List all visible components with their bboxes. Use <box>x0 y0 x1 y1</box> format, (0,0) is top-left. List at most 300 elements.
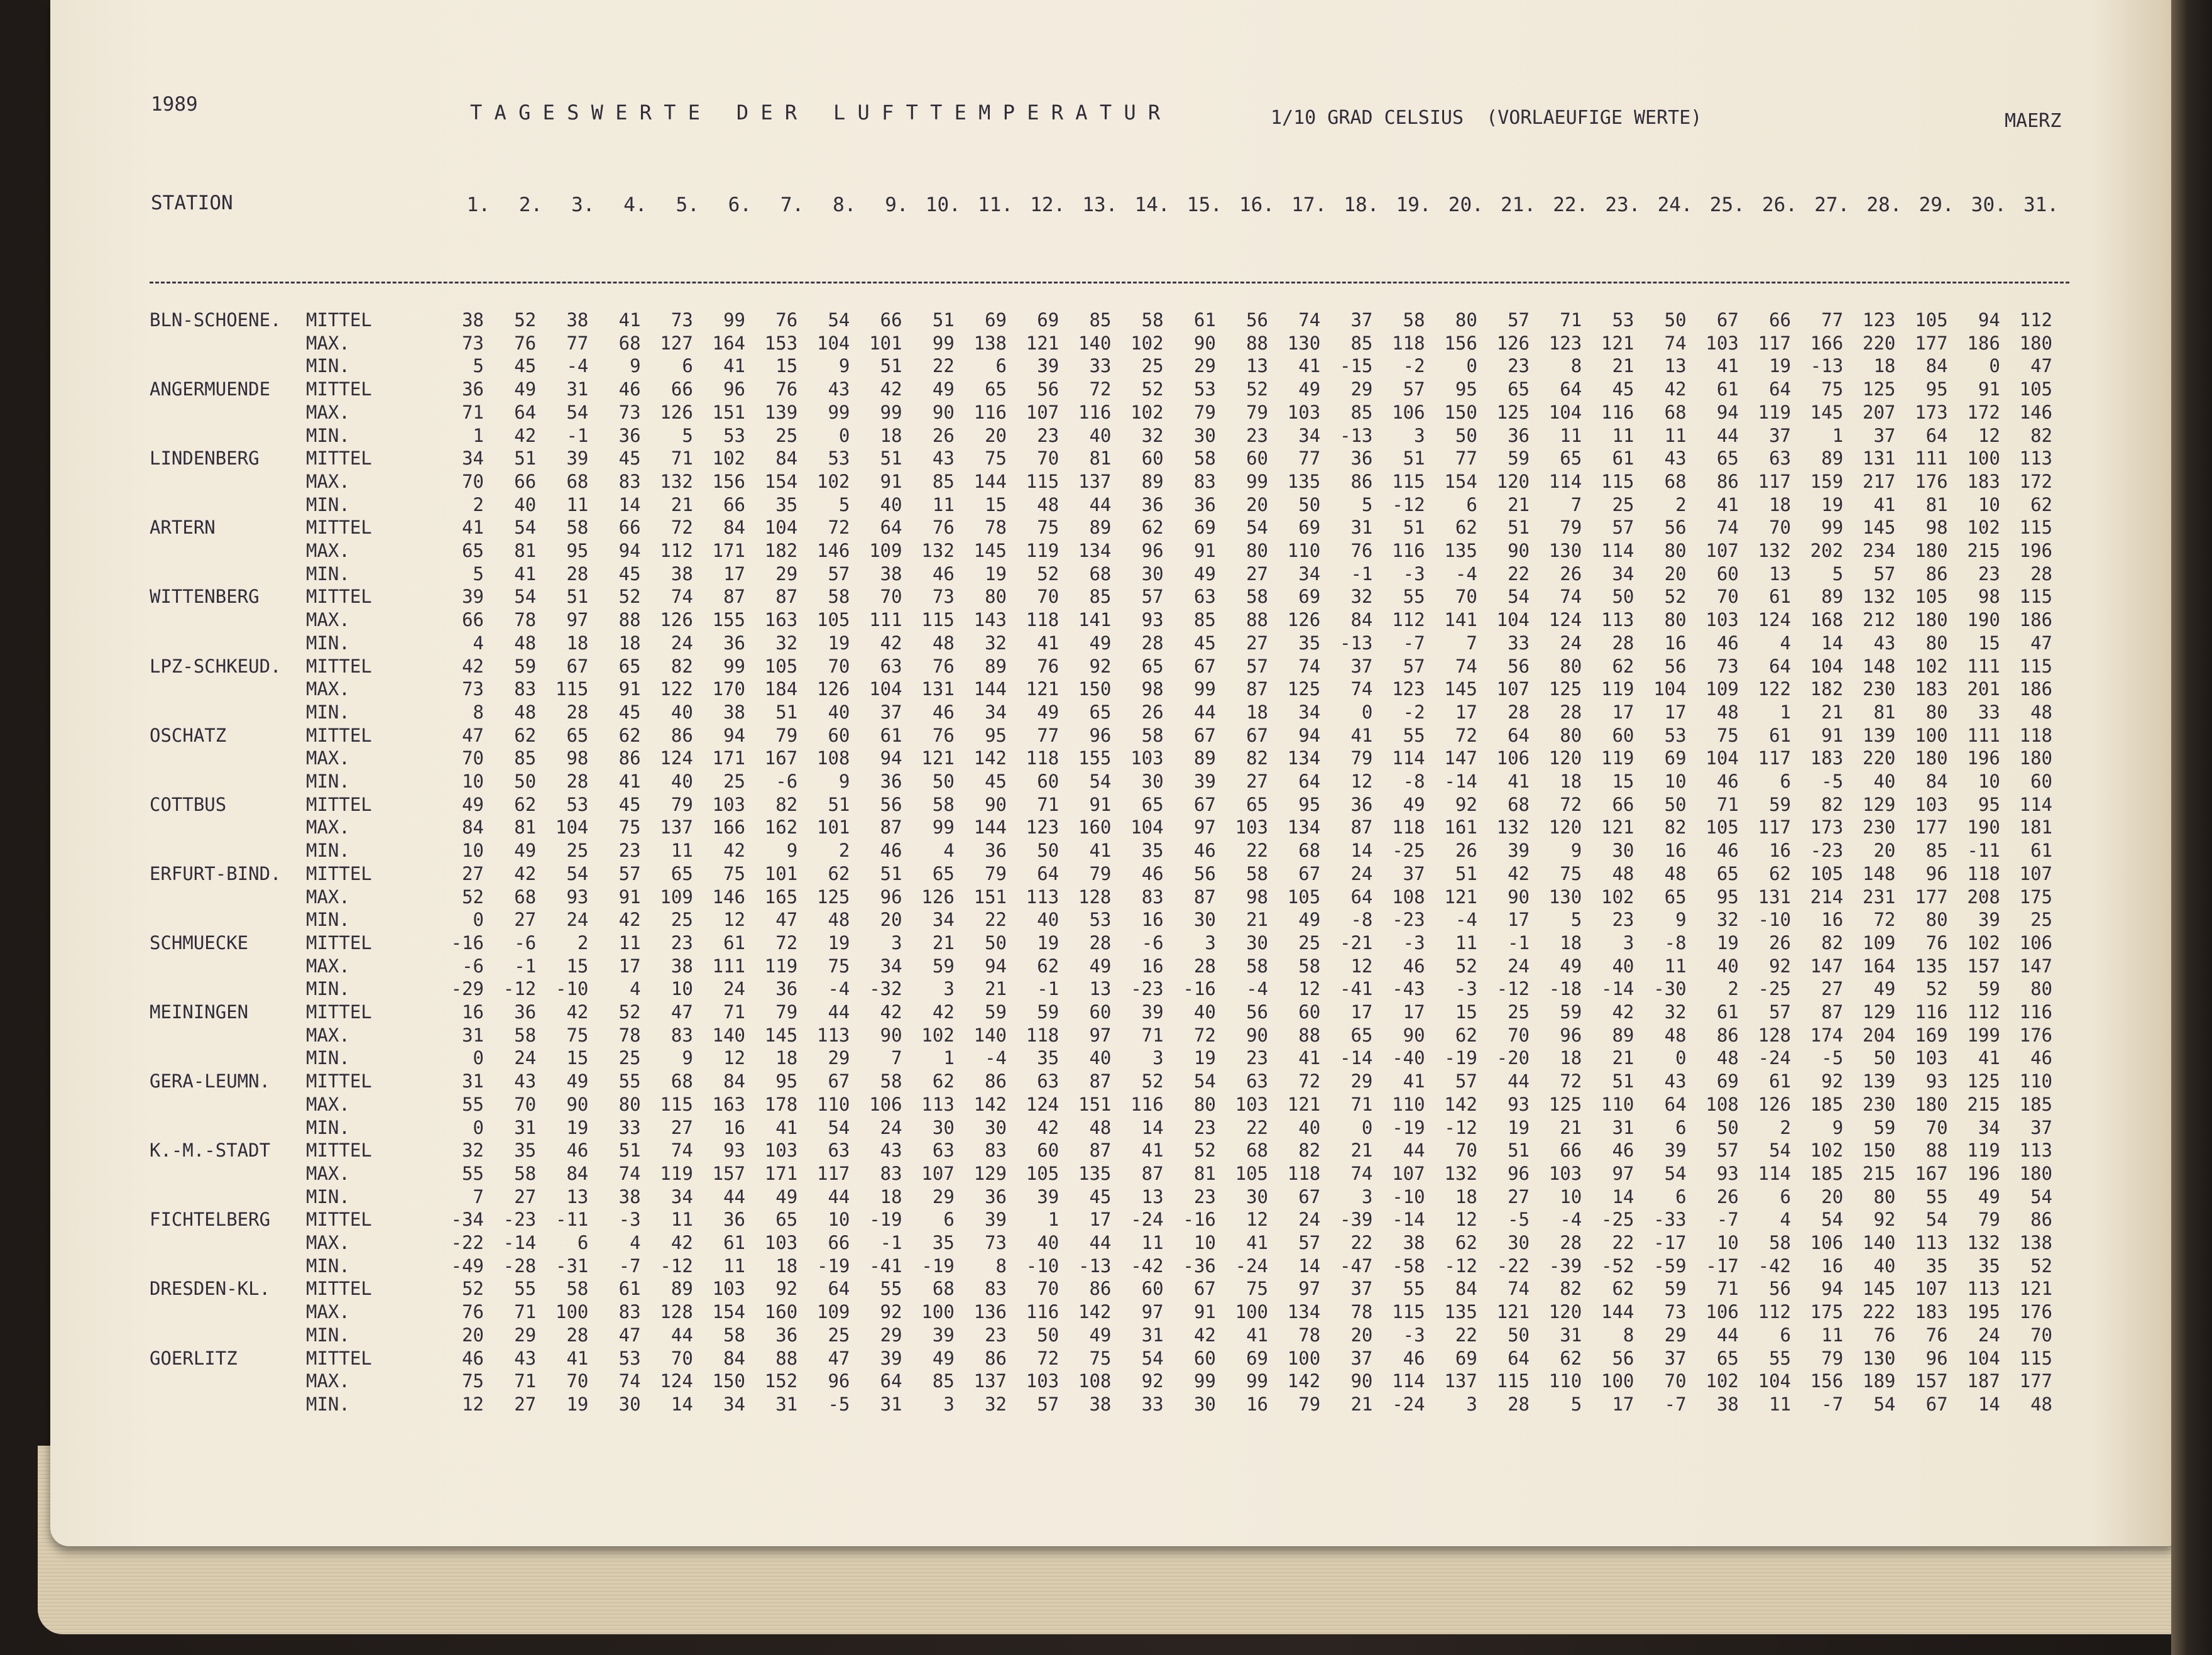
table-cell: 102 <box>1131 332 1164 354</box>
table-cell: 103 <box>764 1140 798 1162</box>
table-cell: 74 <box>1298 309 1321 331</box>
table-cell: 98 <box>1925 517 1948 539</box>
table-cell: 43 <box>880 1140 902 1162</box>
table-cell: 38 <box>1089 1393 1112 1415</box>
table-cell: 108 <box>1392 886 1425 908</box>
table-cell: 65 <box>671 862 693 884</box>
table-cell: 29 <box>1350 1070 1373 1092</box>
table-cell: 62 <box>1769 862 1791 884</box>
table-cell: 87 <box>1141 1162 1164 1184</box>
table-cell: 48 <box>828 909 850 931</box>
table-cell: -33 <box>1653 1209 1687 1231</box>
table-cell: 87 <box>723 586 745 608</box>
table-cell: 112 <box>1967 1001 2000 1023</box>
table-cell: 3 <box>1205 932 1216 954</box>
table-cell: -6 <box>462 955 484 977</box>
table-cell: 103 <box>1706 609 1739 631</box>
table-cell: 119 <box>660 1162 693 1184</box>
table-cell: 115 <box>660 1093 693 1115</box>
table-cell: 41 <box>1716 493 1739 515</box>
table-cell: 180 <box>1915 609 1948 631</box>
table-cell: 69 <box>1298 517 1321 539</box>
table-cell: 40 <box>1193 1001 1216 1023</box>
table-cell: 23 <box>671 932 693 954</box>
table-cell: 67 <box>1298 1185 1321 1207</box>
table-cell: 12 <box>1350 771 1373 792</box>
table-cell: 19 <box>1821 493 1844 515</box>
table-cell: 42 <box>514 862 537 884</box>
table-cell: 87 <box>775 586 798 608</box>
table-cell: 38 <box>462 309 484 331</box>
header-rule <box>150 282 2069 283</box>
table-cell: 114 <box>1758 1162 1791 1184</box>
table-cell: -6 <box>514 932 537 954</box>
table-cell: 41 <box>1350 724 1373 746</box>
table-cell: -7 <box>1664 1393 1687 1415</box>
measure-label: MITTEL <box>306 932 372 954</box>
table-cell: 45 <box>618 563 641 585</box>
table-cell: 27 <box>462 862 484 884</box>
table-cell: 82 <box>1560 1278 1582 1300</box>
table-cell: 17 <box>1612 701 1634 723</box>
table-cell: 111 <box>1915 448 1948 470</box>
table-cell: 20 <box>985 424 1007 446</box>
table-cell: -58 <box>1392 1255 1425 1277</box>
table-cell: 118 <box>2019 724 2052 746</box>
table-cell: -1 <box>880 1232 902 1253</box>
table-cell: 183 <box>1810 747 1844 769</box>
table-cell: 6 <box>943 1209 955 1231</box>
table-cell: 17 <box>723 563 745 585</box>
table-cell: 61 <box>723 1232 745 1253</box>
table-cell: 39 <box>1978 909 2000 931</box>
table-cell: 58 <box>1246 862 1268 884</box>
table-cell: 54 <box>1141 1347 1164 1369</box>
table-cell: 49 <box>1037 701 1059 723</box>
table-cell: 65 <box>1508 378 1530 400</box>
table-cell: 186 <box>1967 332 2000 354</box>
table-cell: 117 <box>817 1162 850 1184</box>
table-cell: 94 <box>880 747 902 769</box>
table-cell: 86 <box>618 747 641 769</box>
table-cell: 58 <box>1246 955 1268 977</box>
table-cell: 116 <box>1392 540 1425 561</box>
table-cell: 105 <box>1026 1162 1059 1184</box>
table-cell: 84 <box>1350 609 1373 631</box>
station-name: ANGERMUENDE <box>150 378 271 400</box>
table-cell: 172 <box>1967 401 2000 423</box>
table-cell: 103 <box>1915 1047 1948 1069</box>
table-cell: 88 <box>618 609 641 631</box>
table-cell: 126 <box>1758 1093 1791 1115</box>
table-cell: 87 <box>1350 817 1373 838</box>
table-cell: 74 <box>1455 655 1477 677</box>
table-cell: 2 <box>1675 493 1687 515</box>
measure-label: MITTEL <box>306 1140 372 1162</box>
table-cell: 27 <box>1246 632 1268 654</box>
table-cell: 118 <box>1287 1162 1321 1184</box>
table-cell: 38 <box>1716 1393 1739 1415</box>
table-cell: 95 <box>1978 793 2000 815</box>
table-cell: 42 <box>462 655 484 677</box>
table-cell: 52 <box>1455 955 1477 977</box>
table-cell: 39 <box>462 586 484 608</box>
table-cell: 32 <box>985 1393 1007 1415</box>
table-cell: 144 <box>1601 1301 1634 1323</box>
day-header-17: 17. <box>1291 194 1327 216</box>
table-cell: 79 <box>1246 401 1268 423</box>
table-cell: 81 <box>1873 701 1896 723</box>
table-cell: 58 <box>1141 309 1164 331</box>
table-cell: 220 <box>1863 747 1896 769</box>
table-cell: 30 <box>1246 1185 1268 1207</box>
table-cell: 45 <box>618 793 641 815</box>
table-cell: 22 <box>985 909 1007 931</box>
table-cell: 115 <box>1496 1370 1530 1392</box>
table-cell: 34 <box>1298 563 1321 585</box>
table-cell: 62 <box>1560 1347 1582 1369</box>
table-cell: 117 <box>1758 332 1791 354</box>
table-cell: 33 <box>1508 632 1530 654</box>
table-cell: 18 <box>1560 1047 1582 1069</box>
table-cell: 18 <box>1560 771 1582 792</box>
table-cell: 54 <box>1769 1140 1791 1162</box>
table-cell: 69 <box>1193 517 1216 539</box>
table-cell: 129 <box>973 1162 1007 1184</box>
table-cell: -19 <box>1444 1047 1477 1069</box>
table-cell: 53 <box>1089 909 1112 931</box>
table-cell: 123 <box>1026 817 1059 838</box>
table-cell: 103 <box>1235 1093 1268 1115</box>
measure-label: MAX. <box>306 470 350 492</box>
table-cell: 91 <box>1821 724 1844 746</box>
day-header-2: 2. <box>518 194 543 216</box>
table-cell: 120 <box>1548 1301 1582 1323</box>
table-cell: 38 <box>566 309 589 331</box>
table-cell: 119 <box>1601 678 1634 700</box>
table-cell: 70 <box>1037 1278 1059 1300</box>
table-cell: 50 <box>1873 1047 1896 1069</box>
table-cell: -22 <box>451 1232 484 1253</box>
table-cell: 14 <box>1978 1393 2000 1415</box>
table-cell: 72 <box>1298 1070 1321 1092</box>
table-cell: 74 <box>1716 517 1739 539</box>
table-cell: 23 <box>1612 909 1634 931</box>
table-cell: 19 <box>566 1393 589 1415</box>
table-cell: 79 <box>1821 1347 1844 1369</box>
table-cell: 30 <box>985 1116 1007 1138</box>
table-cell: -15 <box>1340 355 1373 377</box>
table-cell: 86 <box>985 1070 1007 1092</box>
table-cell: 62 <box>932 1070 955 1092</box>
table-cell: 59 <box>1037 1001 1059 1023</box>
table-cell: 53 <box>1664 724 1687 746</box>
table-cell: 100 <box>1967 448 2000 470</box>
table-cell: 204 <box>1863 1024 1896 1046</box>
table-cell: 70 <box>1769 517 1791 539</box>
table-cell: 21 <box>1350 1140 1373 1162</box>
table-cell: 47 <box>2030 632 2052 654</box>
table-cell: 37 <box>1664 1347 1687 1369</box>
table-cell: 40 <box>880 493 902 515</box>
table-cell: 64 <box>880 1370 902 1392</box>
table-cell: -36 <box>1183 1255 1216 1277</box>
table-cell: -5 <box>1821 1047 1844 1069</box>
table-cell: 93 <box>1141 609 1164 631</box>
table-cell: 56 <box>1664 517 1687 539</box>
table-cell: 54 <box>828 1116 850 1138</box>
table-cell: 9 <box>682 1047 693 1069</box>
table-cell: 123 <box>1863 309 1896 331</box>
table-cell: 57 <box>1455 1070 1477 1092</box>
table-cell: 121 <box>1496 1301 1530 1323</box>
table-cell: 82 <box>775 793 798 815</box>
table-cell: 6 <box>995 355 1007 377</box>
table-cell: 106 <box>2019 932 2052 954</box>
table-cell: 15 <box>1455 1001 1477 1023</box>
table-cell: 5 <box>682 424 693 446</box>
table-cell: 77 <box>566 332 589 354</box>
table-cell: 157 <box>1915 1370 1948 1392</box>
table-cell: 177 <box>1915 817 1948 838</box>
measure-label: MITTEL <box>306 448 372 470</box>
table-cell: 95 <box>1716 886 1739 908</box>
table-cell: -12 <box>503 978 537 1000</box>
table-cell: 67 <box>1193 724 1216 746</box>
table-cell: 135 <box>1078 1162 1112 1184</box>
table-cell: 28 <box>1508 701 1530 723</box>
table-cell: 117 <box>1758 817 1791 838</box>
table-cell: 83 <box>514 678 537 700</box>
measure-label: MAX. <box>306 1370 350 1392</box>
table-cell: 65 <box>566 724 589 746</box>
table-cell: 60 <box>1612 724 1634 746</box>
table-cell: 125 <box>1287 678 1321 700</box>
table-cell: 9 <box>630 355 641 377</box>
table-cell: 46 <box>566 1140 589 1162</box>
table-cell: 83 <box>671 1024 693 1046</box>
table-cell: 196 <box>2019 540 2052 561</box>
table-cell: 83 <box>1193 470 1216 492</box>
table-cell: 52 <box>1925 978 1948 1000</box>
table-cell: 107 <box>1392 1162 1425 1184</box>
table-cell: 73 <box>462 332 484 354</box>
table-cell: 134 <box>1078 540 1112 561</box>
table-cell: 186 <box>2019 678 2052 700</box>
table-cell: -1 <box>1350 563 1373 585</box>
table-cell: 79 <box>985 862 1007 884</box>
table-cell: 18 <box>618 632 641 654</box>
table-cell: 44 <box>723 1185 745 1207</box>
table-cell: 45 <box>985 771 1007 792</box>
day-header-28: 28. <box>1866 194 1902 216</box>
table-cell: 53 <box>1612 309 1634 331</box>
table-cell: 75 <box>462 1370 484 1392</box>
day-header-3: 3. <box>571 194 595 216</box>
table-cell: 12 <box>1246 1209 1268 1231</box>
table-cell: 29 <box>1193 355 1216 377</box>
table-cell: 166 <box>1810 332 1844 354</box>
table-cell: 115 <box>1026 470 1059 492</box>
table-cell: 137 <box>1444 1370 1477 1392</box>
table-cell: 96 <box>880 886 902 908</box>
table-cell: 170 <box>712 678 745 700</box>
day-header-22: 22. <box>1553 194 1589 216</box>
table-cell: 11 <box>1141 1232 1164 1253</box>
table-cell: 80 <box>618 1093 641 1115</box>
table-cell: 109 <box>1706 678 1739 700</box>
table-cell: -28 <box>503 1255 537 1277</box>
table-cell: 13 <box>1246 355 1268 377</box>
table-cell: 78 <box>1298 1324 1321 1346</box>
table-cell: 79 <box>1978 1209 2000 1231</box>
table-cell: 20 <box>880 909 902 931</box>
table-cell: 99 <box>1246 470 1268 492</box>
table-cell: -12 <box>1496 978 1530 1000</box>
table-cell: 150 <box>1863 1140 1896 1162</box>
table-cell: 93 <box>1716 1162 1739 1184</box>
table-cell: 34 <box>462 448 484 470</box>
table-cell: 30 <box>1246 932 1268 954</box>
table-cell: 68 <box>1089 563 1112 585</box>
measure-label: MAX. <box>306 609 350 631</box>
table-cell: 42 <box>932 1001 955 1023</box>
table-cell: 34 <box>985 701 1007 723</box>
table-cell: 148 <box>1863 655 1896 677</box>
table-cell: 10 <box>671 978 693 1000</box>
table-cell: -23 <box>503 1209 537 1231</box>
table-cell: 97 <box>1193 817 1216 838</box>
table-cell: 65 <box>1664 886 1687 908</box>
table-cell: 33 <box>618 1116 641 1138</box>
table-cell: 43 <box>1664 448 1687 470</box>
table-cell: 87 <box>880 817 902 838</box>
table-cell: 119 <box>1758 401 1791 423</box>
table-cell: 44 <box>1193 701 1216 723</box>
table-cell: -24 <box>1758 1047 1791 1069</box>
table-cell: 40 <box>1089 1047 1112 1069</box>
table-cell: 50 <box>1298 493 1321 515</box>
table-cell: 156 <box>712 470 745 492</box>
table-cell: 83 <box>618 470 641 492</box>
table-cell: 114 <box>1548 470 1582 492</box>
table-cell: 0 <box>1361 701 1373 723</box>
table-cell: 185 <box>1810 1162 1844 1184</box>
table-cell: 10 <box>828 1209 850 1231</box>
table-cell: 12 <box>1350 955 1373 977</box>
table-cell: 58 <box>880 1070 902 1092</box>
table-cell: 100 <box>1601 1370 1634 1392</box>
table-cell: 44 <box>828 1185 850 1207</box>
table-cell: -13 <box>1340 632 1373 654</box>
table-cell: 116 <box>2019 1001 2052 1023</box>
table-cell: -13 <box>1810 355 1844 377</box>
table-cell: 103 <box>1548 1162 1582 1184</box>
day-header-7: 7. <box>780 194 804 216</box>
table-cell: 64 <box>1769 655 1791 677</box>
table-cell: 76 <box>932 655 955 677</box>
table-cell: 65 <box>1716 862 1739 884</box>
table-cell: 52 <box>462 1278 484 1300</box>
table-cell: 34 <box>671 1185 693 1207</box>
table-cell: 50 <box>1037 840 1059 862</box>
table-cell: 89 <box>1821 448 1844 470</box>
table-cell: 91 <box>618 678 641 700</box>
table-cell: 68 <box>1246 1140 1268 1162</box>
table-cell: 44 <box>1716 1324 1739 1346</box>
table-cell: 70 <box>462 470 484 492</box>
table-cell: 46 <box>1403 955 1425 977</box>
table-cell: 180 <box>1915 747 1948 769</box>
table-cell: 72 <box>1193 1024 1216 1046</box>
table-cell: 67 <box>1193 793 1216 815</box>
table-cell: 96 <box>828 1370 850 1392</box>
table-cell: 52 <box>1141 378 1164 400</box>
table-cell: 87 <box>1246 678 1268 700</box>
table-cell: 51 <box>1508 517 1530 539</box>
table-cell: 22 <box>1455 1324 1477 1346</box>
table-cell: 11 <box>1664 955 1687 977</box>
day-header-27: 27. <box>1814 194 1850 216</box>
table-cell: 62 <box>1612 655 1634 677</box>
table-cell: 74 <box>1664 332 1687 354</box>
table-cell: 43 <box>932 448 955 470</box>
table-cell: 42 <box>723 840 745 862</box>
table-cell: 151 <box>1078 1093 1112 1115</box>
table-cell: 46 <box>932 563 955 585</box>
table-cell: 180 <box>2019 1162 2052 1184</box>
table-cell: 121 <box>1026 332 1059 354</box>
table-cell: 11 <box>1560 424 1582 446</box>
table-cell: 28 <box>566 1324 589 1346</box>
table-cell: 85 <box>932 1370 955 1392</box>
table-cell: 36 <box>1141 493 1164 515</box>
table-cell: 60 <box>2030 771 2052 792</box>
table-cell: 113 <box>1601 609 1634 631</box>
table-cell: 60 <box>1246 448 1268 470</box>
table-cell: 64 <box>1037 862 1059 884</box>
table-cell: 10 <box>1560 1185 1582 1207</box>
table-cell: 101 <box>817 817 850 838</box>
table-cell: 100 <box>921 1301 955 1323</box>
table-cell: 71 <box>723 1001 745 1023</box>
table-cell: 68 <box>671 1070 693 1092</box>
table-cell: 50 <box>1455 424 1477 446</box>
table-cell: 44 <box>1089 493 1112 515</box>
table-cell: 39 <box>1037 355 1059 377</box>
table-cell: 29 <box>1664 1324 1687 1346</box>
table-cell: 14 <box>1350 840 1373 862</box>
table-cell: 27 <box>514 1393 537 1415</box>
table-cell: 85 <box>1925 840 1948 862</box>
table-cell: 37 <box>1350 1347 1373 1369</box>
table-cell: 97 <box>1089 1024 1112 1046</box>
table-cell: 177 <box>1915 332 1948 354</box>
table-cell: 49 <box>1193 563 1216 585</box>
table-cell: 94 <box>1821 1278 1844 1300</box>
table-cell: 80 <box>1193 1093 1216 1115</box>
table-cell: 104 <box>869 678 902 700</box>
table-cell: 20 <box>1821 1185 1844 1207</box>
table-cell: 80 <box>1925 909 1948 931</box>
table-cell: 102 <box>1601 886 1634 908</box>
table-cell: 85 <box>1350 401 1373 423</box>
table-cell: 11 <box>1455 932 1477 954</box>
table-cell: 50 <box>1037 1324 1059 1346</box>
table-cell: 39 <box>1141 1001 1164 1023</box>
table-cell: 118 <box>1392 332 1425 354</box>
table-cell: 88 <box>1246 609 1268 631</box>
